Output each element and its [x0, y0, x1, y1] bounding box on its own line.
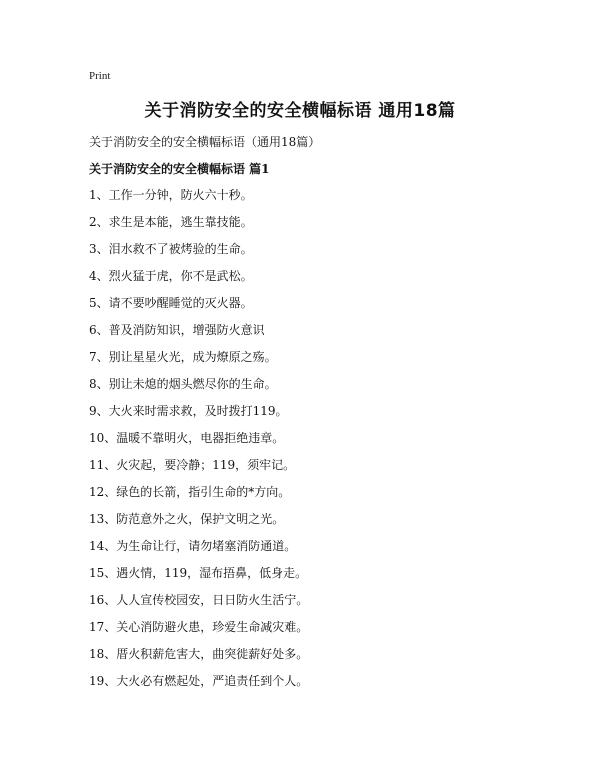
slogan-item: 2、求生是本能，逃生靠技能。	[89, 215, 253, 229]
slogan-item: 7、别让星星火光，成为燎原之殇。	[89, 350, 277, 364]
section-heading: 关于消防安全的安全横幅标语 篇1	[89, 162, 270, 176]
slogan-item: 18、厝火积薪危害大，曲突徙薪好处多。	[89, 647, 309, 661]
slogan-item: 16、人人宣传校园安，日日防火生活宁。	[89, 593, 309, 607]
slogan-item: 14、为生命让行，请勿堵塞消防通道。	[89, 539, 297, 553]
slogan-item: 5、请不要吵醒睡觉的灭火器。	[89, 296, 253, 310]
slogan-item: 1、工作一分钟，防火六十秒。	[89, 188, 253, 202]
slogan-item: 13、防范意外之火，保护文明之光。	[89, 512, 285, 526]
slogan-item: 8、别让未熄的烟头燃尽你的生命。	[89, 377, 277, 391]
slogan-item: 6、普及消防知识，增强防火意识	[89, 323, 265, 337]
print-label: Print	[89, 70, 111, 82]
document-subtitle: 关于消防安全的安全横幅标语（通用18篇）	[89, 135, 321, 149]
slogan-list	[89, 182, 308, 695]
slogan-item: 3、泪水救不了被烤验的生命。	[89, 242, 253, 256]
slogan-item: 17、关心消防避火患，珍爱生命减灾难。	[89, 620, 309, 634]
slogan-item: 12、绿色的长箭，指引生命的*方向。	[89, 485, 291, 499]
slogan-item: 19、大火必有燃起处，严追责任到个人。	[89, 674, 309, 688]
slogan-item: 10、温暖不靠明火，电器拒绝违章。	[89, 431, 285, 445]
slogan-item: 4、烈火猛于虎，你不是武松。	[89, 269, 253, 283]
slogan-item: 15、遇火情，119，湿布捂鼻，低身走。	[89, 566, 308, 580]
document-title: 关于消防安全的安全横幅标语 通用18篇	[144, 101, 456, 121]
slogan-item: 11、火灾起，要冷静；119，须牢记。	[89, 458, 296, 472]
slogan-item: 9、大火来时需求救，及时拨打119。	[89, 404, 288, 418]
